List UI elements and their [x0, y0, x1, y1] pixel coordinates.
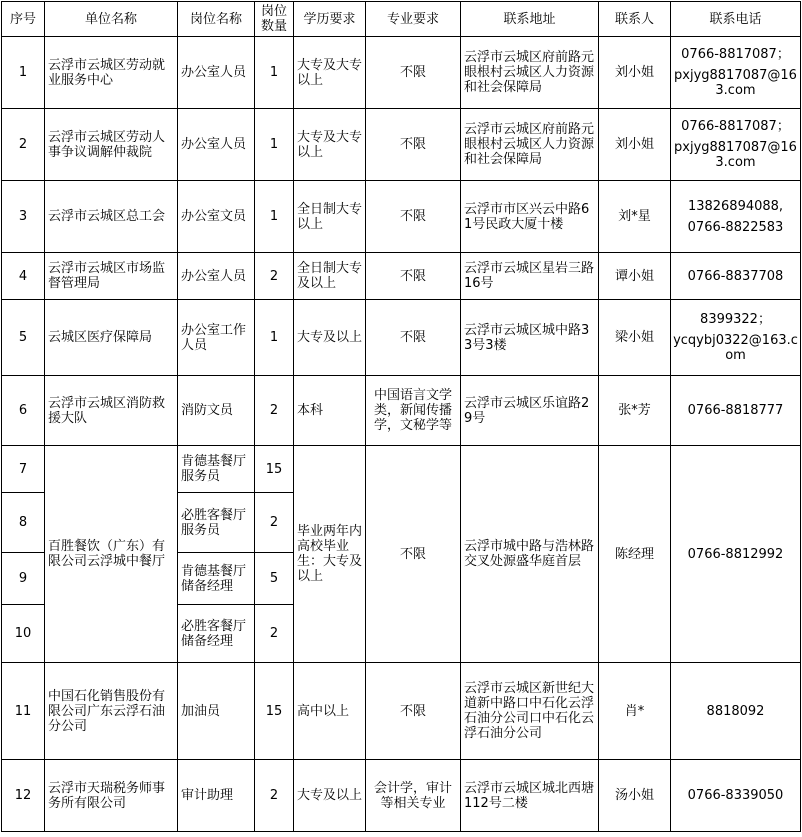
cell-no: 4	[2, 253, 45, 300]
cell-unit: 百胜餐饮（广东）有限公司云浮城中餐厅	[45, 446, 178, 663]
cell-edu: 大专及大专以上	[294, 109, 366, 181]
header-contact: 联系人	[599, 2, 671, 37]
cell-unit: 中国石化销售股份有限公司广东云浮石油分公司	[45, 663, 178, 760]
cell-no: 1	[2, 37, 45, 109]
phone-line: 8399322；	[700, 312, 771, 327]
cell-count: 5	[255, 553, 294, 605]
cell-post: 办公室人员	[178, 253, 255, 300]
cell-post: 必胜客餐厅服务员	[178, 493, 255, 553]
header-post: 岗位名称	[178, 2, 255, 37]
cell-addr: 云浮市云城区城北西塘112号二楼	[461, 760, 599, 832]
cell-contact: 陈经理	[599, 446, 671, 663]
cell-no: 11	[2, 663, 45, 760]
cell-no: 8	[2, 493, 45, 553]
cell-count: 2	[255, 253, 294, 300]
cell-contact: 谭小姐	[599, 253, 671, 300]
cell-major: 中国语言文学类，新闻传播学，文秘学等	[366, 376, 461, 446]
table-row	[2, 37, 801, 109]
cell-unit: 云浮市云城区市场监督管理局	[45, 253, 178, 300]
table-row	[2, 760, 801, 832]
cell-unit: 云浮市云城区总工会	[45, 181, 178, 253]
cell-phone	[671, 253, 801, 300]
phone-line: 0766-8817087；	[681, 47, 790, 62]
cell-post: 办公室人员	[178, 109, 255, 181]
cell-phone	[671, 109, 801, 181]
cell-count: 15	[255, 446, 294, 493]
cell-post: 必胜客餐厅储备经理	[178, 605, 255, 663]
cell-major: 不限	[366, 37, 461, 109]
cell-no: 3	[2, 181, 45, 253]
header-phone: 联系电话	[671, 2, 801, 37]
cell-addr: 云浮市城中路与浩林路交叉处源盛华庭首层	[461, 446, 599, 663]
cell-edu: 全日制大专以上	[294, 181, 366, 253]
cell-major: 会计学，审计等相关专业	[366, 760, 461, 832]
cell-post: 肯德基餐厅储备经理	[178, 553, 255, 605]
cell-phone	[671, 376, 801, 446]
table-row	[2, 446, 801, 493]
cell-count: 2	[255, 493, 294, 553]
cell-no: 2	[2, 109, 45, 181]
header-major: 专业要求	[366, 2, 461, 37]
cell-phone	[671, 300, 801, 376]
cell-contact: 刘*星	[599, 181, 671, 253]
header-addr: 联系地址	[461, 2, 599, 37]
cell-no: 9	[2, 553, 45, 605]
header-count: 岗位数量	[255, 2, 294, 37]
cell-unit: 云浮市云城区劳动人事争议调解仲裁院	[45, 109, 178, 181]
cell-count: 15	[255, 663, 294, 760]
cell-major: 不限	[366, 446, 461, 663]
cell-contact: 刘小姐	[599, 109, 671, 181]
cell-no: 5	[2, 300, 45, 376]
cell-addr: 云浮市云城区乐谊路29号	[461, 376, 599, 446]
cell-no: 12	[2, 760, 45, 832]
cell-count: 1	[255, 109, 294, 181]
header-edu: 学历要求	[294, 2, 366, 37]
cell-post: 办公室工作人员	[178, 300, 255, 376]
cell-no: 6	[2, 376, 45, 446]
cell-major: 不限	[366, 181, 461, 253]
phone-line: 0766-8837708	[687, 268, 784, 284]
cell-contact: 肖*	[599, 663, 671, 760]
cell-major: 不限	[366, 109, 461, 181]
cell-edu: 高中以上	[294, 663, 366, 760]
cell-count: 1	[255, 37, 294, 109]
header-row	[2, 2, 801, 37]
cell-addr: 云浮市云城区城中路33号3楼	[461, 300, 599, 376]
cell-phone	[671, 37, 801, 109]
cell-unit: 云浮市天瑞税务师事务所有限公司	[45, 760, 178, 832]
cell-post: 消防文员	[178, 376, 255, 446]
cell-major: 不限	[366, 253, 461, 300]
phone-line: 0766-8818777	[687, 403, 784, 418]
cell-addr: 云浮市云城区星岩三路16号	[461, 253, 599, 300]
cell-addr: 云浮市市区兴云中路61号民政大厦十楼	[461, 181, 599, 253]
phone-line: pxjyg8817087@163.com	[674, 68, 797, 98]
cell-post: 办公室人员	[178, 37, 255, 109]
table-row	[2, 300, 801, 376]
cell-post: 加油员	[178, 663, 255, 760]
table-row	[2, 253, 801, 300]
cell-addr: 云浮市云城区府前路元眼根村云城区人力资源和社会保障局	[461, 109, 599, 181]
cell-edu: 毕业两年内高校毕业生：大专及以上	[294, 446, 366, 663]
cell-count: 2	[255, 760, 294, 832]
cell-unit: 云浮市云城区消防救援大队	[45, 376, 178, 446]
job-table	[1, 1, 801, 832]
cell-contact: 梁小姐	[599, 300, 671, 376]
cell-count: 2	[255, 605, 294, 663]
phone-line: 0766-8822583	[687, 219, 784, 235]
cell-unit: 云城区医疗保障局	[45, 300, 178, 376]
cell-contact: 刘小姐	[599, 37, 671, 109]
cell-count: 1	[255, 181, 294, 253]
cell-phone	[671, 181, 801, 253]
cell-post: 审计助理	[178, 760, 255, 832]
phone-line: pxjyg8817087@163.com	[674, 140, 797, 170]
cell-edu: 本科	[294, 376, 366, 446]
header-no: 序号	[2, 2, 45, 37]
phone-line: 0766-8817087；	[681, 119, 790, 134]
cell-phone	[671, 760, 801, 832]
phone-line: 0766-8339050	[687, 788, 784, 803]
phone-line: 8818092	[706, 703, 765, 719]
cell-edu: 大专及以上	[294, 760, 366, 832]
cell-edu: 全日制大专及以上	[294, 253, 366, 300]
cell-unit: 云浮市云城区劳动就业服务中心	[45, 37, 178, 109]
cell-contact: 汤小姐	[599, 760, 671, 832]
cell-count: 1	[255, 300, 294, 376]
cell-contact: 张*芳	[599, 376, 671, 446]
cell-no: 7	[2, 446, 45, 493]
cell-addr: 云浮市云城区府前路元眼根村云城区人力资源和社会保障局	[461, 37, 599, 109]
cell-count: 2	[255, 376, 294, 446]
cell-edu: 大专及大专以上	[294, 37, 366, 109]
cell-post: 办公室文员	[178, 181, 255, 253]
cell-addr: 云浮市云城区新世纪大道新中路口中石化云浮石油分公司口中石化云浮石油分公司	[461, 663, 599, 760]
cell-edu: 大专及以上	[294, 300, 366, 376]
cell-major: 不限	[366, 663, 461, 760]
phone-line: ycqybj0322@163.com	[673, 333, 798, 363]
table-row	[2, 376, 801, 446]
cell-major: 不限	[366, 300, 461, 376]
phone-line: 13826894088,	[687, 198, 784, 214]
cell-phone	[671, 663, 801, 760]
table-row	[2, 181, 801, 253]
cell-phone: 0766-8812992	[671, 446, 801, 663]
header-unit: 单位名称	[45, 2, 178, 37]
table-row	[2, 663, 801, 760]
cell-no: 10	[2, 605, 45, 663]
cell-post: 肯德基餐厅服务员	[178, 446, 255, 493]
table-row	[2, 109, 801, 181]
